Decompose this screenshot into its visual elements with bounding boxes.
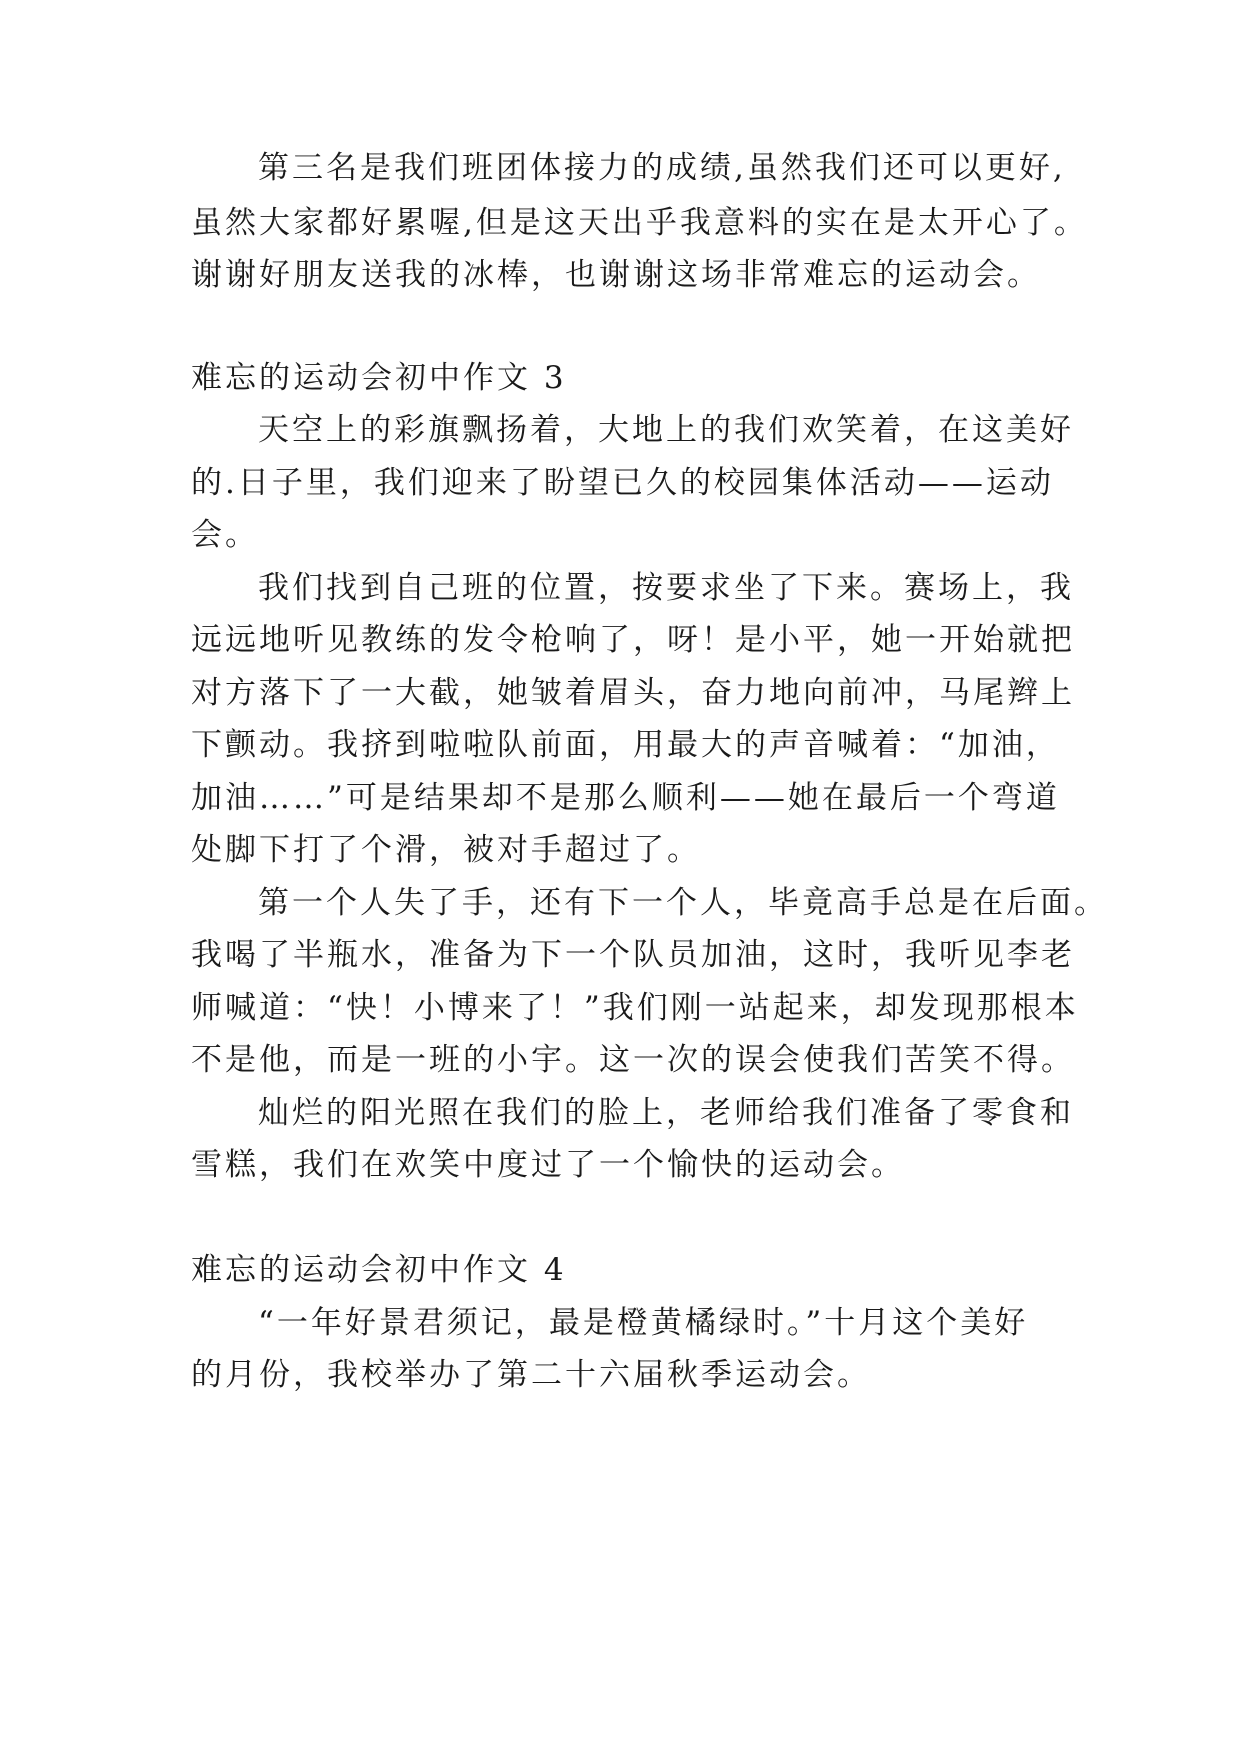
paragraph-line: 第一个人失了手，还有下一个人，毕竟高手总是在后面。 (258, 885, 1108, 921)
paragraph-line: 不是他，而是一班的小宇。这一次的误会使我们苦笑不得。 (191, 1042, 1075, 1078)
paragraph-line: 远远地听见教练的发令枪响了，呀！是小平，她一开始就把 (191, 622, 1075, 658)
paragraph-line: 天空上的彩旗飘扬着，大地上的我们欢笑着，在这美好 (258, 412, 1074, 448)
paragraph-line: 对方落下了一大截，她皱着眉头，奋力地向前冲，马尾辫上 (191, 675, 1075, 711)
paragraph-line: 虽然大家都好累喔,但是这天出乎我意料的实在是太开心了。 (191, 205, 1088, 241)
paragraph-line: 第三名是我们班团体接力的成绩,虽然我们还可以更好, (258, 150, 1066, 186)
essay-heading: 难忘的运动会初中作文 4 (191, 1252, 567, 1288)
paragraph-line: 下颤动。我挤到啦啦队前面，用最大的声音喊着：“加油， (191, 727, 1060, 763)
paragraph-line: 的.日子里，我们迎来了盼望已久的校园集体活动——运动 (191, 465, 1054, 501)
paragraph-line: 师喊道：“快！小博来了！”我们刚一站起来，却发现那根本 (191, 990, 1079, 1026)
paragraph-line: 雪糕，我们在欢笑中度过了一个愉快的运动会。 (191, 1147, 905, 1183)
essay-heading: 难忘的运动会初中作文 3 (191, 360, 567, 396)
paragraph-line: 会。 (191, 517, 259, 553)
paragraph-line: 处脚下打了个滑，被对手超过了。 (191, 832, 701, 868)
paragraph-line: 的月份，我校举办了第二十六届秋季运动会。 (191, 1357, 871, 1393)
paragraph-line: 灿烂的阳光照在我们的脸上，老师给我们准备了零食和 (258, 1095, 1074, 1131)
paragraph-line: 加油……”可是结果却不是那么顺利——她在最后一个弯道 (191, 780, 1060, 816)
paragraph-line: “一年好景君须记，最是橙黄橘绿时。”十月这个美好 (258, 1305, 1029, 1341)
paragraph-line: 谢谢好朋友送我的冰棒，也谢谢这场非常难忘的运动会。 (191, 257, 1041, 293)
paragraph-line: 我喝了半瓶水，准备为下一个队员加油，这时，我听见李老 (191, 937, 1075, 973)
paragraph-line: 我们找到自己班的位置，按要求坐了下来。赛场上，我 (258, 570, 1074, 606)
